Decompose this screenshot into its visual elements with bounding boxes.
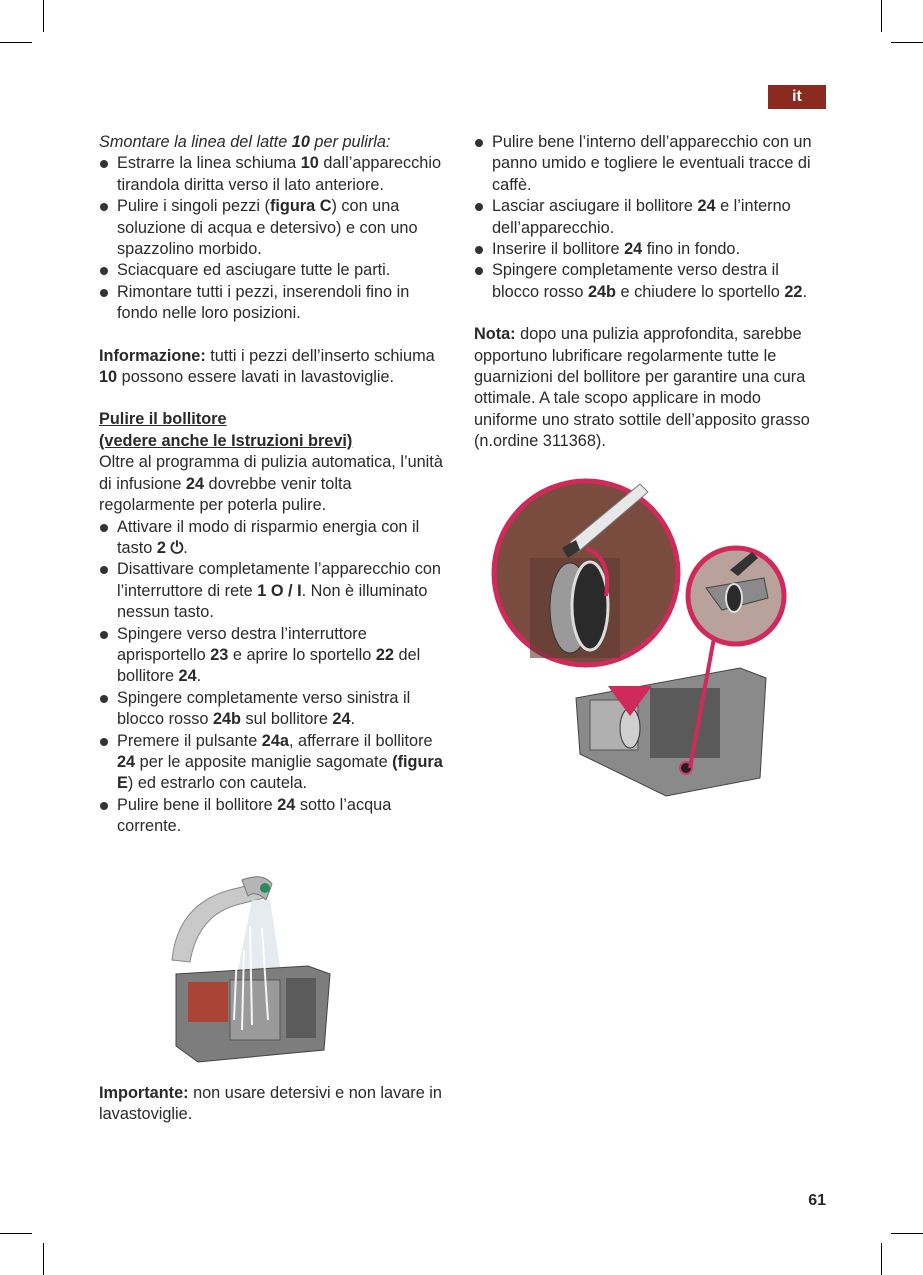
list-item: Pulire bene il bollitore 24 sotto l’acqua corrente. xyxy=(99,795,451,838)
crop-mark xyxy=(881,1243,882,1275)
section-subtitle: (vedere anche le Istruzioni brevi) xyxy=(99,431,353,450)
crop-mark xyxy=(43,0,44,32)
info-note: Informazione: tutti i pezzi dell’inserto schiuma 10 possono essere lavati in lavastoviglie. xyxy=(99,346,435,387)
list-item: Estrarre la linea schiuma 10 dall’apparecchio tirandola diritta verso il lato anteriore. xyxy=(99,153,451,196)
list-item: Disattivare completamente l’apparecchio con l’interruttore di rete 1 O / I. Non è illuminato nessun tasto. xyxy=(99,559,451,623)
language-badge: it xyxy=(768,85,826,109)
crop-mark xyxy=(0,42,32,43)
brewer-steps xyxy=(99,517,451,838)
reassembly-steps xyxy=(474,132,826,303)
crop-mark xyxy=(43,1243,44,1275)
list-item: Lasciar asciugare il bollitore 24 e l’interno dell’apparecchio. xyxy=(474,196,826,239)
list-item: Premere il pulsante 24a, afferrare il bollitore 24 per le apposite maniglie sagomate (figura E) ed estrarlo con cautela. xyxy=(99,731,451,795)
list-item: Rimontare tutti i pezzi, inserendoli fino in fondo nelle loro posizioni. xyxy=(99,282,451,325)
section-title: Pulire il bollitore xyxy=(99,410,227,429)
list-item: Spingere verso destra l’interruttore aprisportello 23 e aprire lo sportello 22 del bollitore 24. xyxy=(99,624,451,688)
list-item: Sciacquare ed asciugare tutte le parti. xyxy=(99,260,451,281)
rinse-illustration xyxy=(168,870,348,1065)
intro-heading: Smontare la linea del latte 10 per pulirla: xyxy=(99,133,391,151)
right-column xyxy=(474,132,826,453)
list-item: Pulire bene l’interno dell’apparecchio con un panno umido e togliere le eventuali tracce di caffè. xyxy=(474,132,826,196)
list-item: Spingere completamente verso destra il blocco rosso 24b e chiudere lo sportello 22. xyxy=(474,260,826,303)
crop-mark xyxy=(891,42,923,43)
lubrication-note: Nota: dopo una pulizia approfondita, sarebbe opportuno lubrificare regolarmente tutte le guarnizioni del bollitore per garantire una cura ottimale. A tale scopo applicare in modo uniforme uno strato sottile dell’apposito grasso (n.ordine 311368). xyxy=(474,325,810,451)
lubrication-illustration xyxy=(490,478,790,798)
milk-line-steps xyxy=(99,153,451,324)
page-number: 61 xyxy=(808,1192,826,1209)
list-item: Spingere completamente verso sinistra il blocco rosso 24b sul bollitore 24. xyxy=(99,688,451,731)
crop-mark xyxy=(881,0,882,32)
list-item: Inserire il bollitore 24 fino in fondo. xyxy=(474,239,826,260)
important-note: Importante: non usare detersivi e non lavare in lavastoviglie. xyxy=(99,1084,442,1124)
list-item: Pulire i singoli pezzi (figura C) con una soluzione di acqua e detersivo) e con uno spazzolino morbido. xyxy=(99,196,451,260)
list-item: Attivare il modo di risparmio energia con il tasto 2 ⏻. xyxy=(99,517,451,560)
crop-mark xyxy=(0,1233,32,1234)
left-column xyxy=(99,132,451,838)
crop-mark xyxy=(891,1233,923,1234)
section-intro: Oltre al programma di pulizia automatica, l’unità di infusione 24 dovrebbe venir tolta regolarmente per poterla pulire. xyxy=(99,453,443,515)
